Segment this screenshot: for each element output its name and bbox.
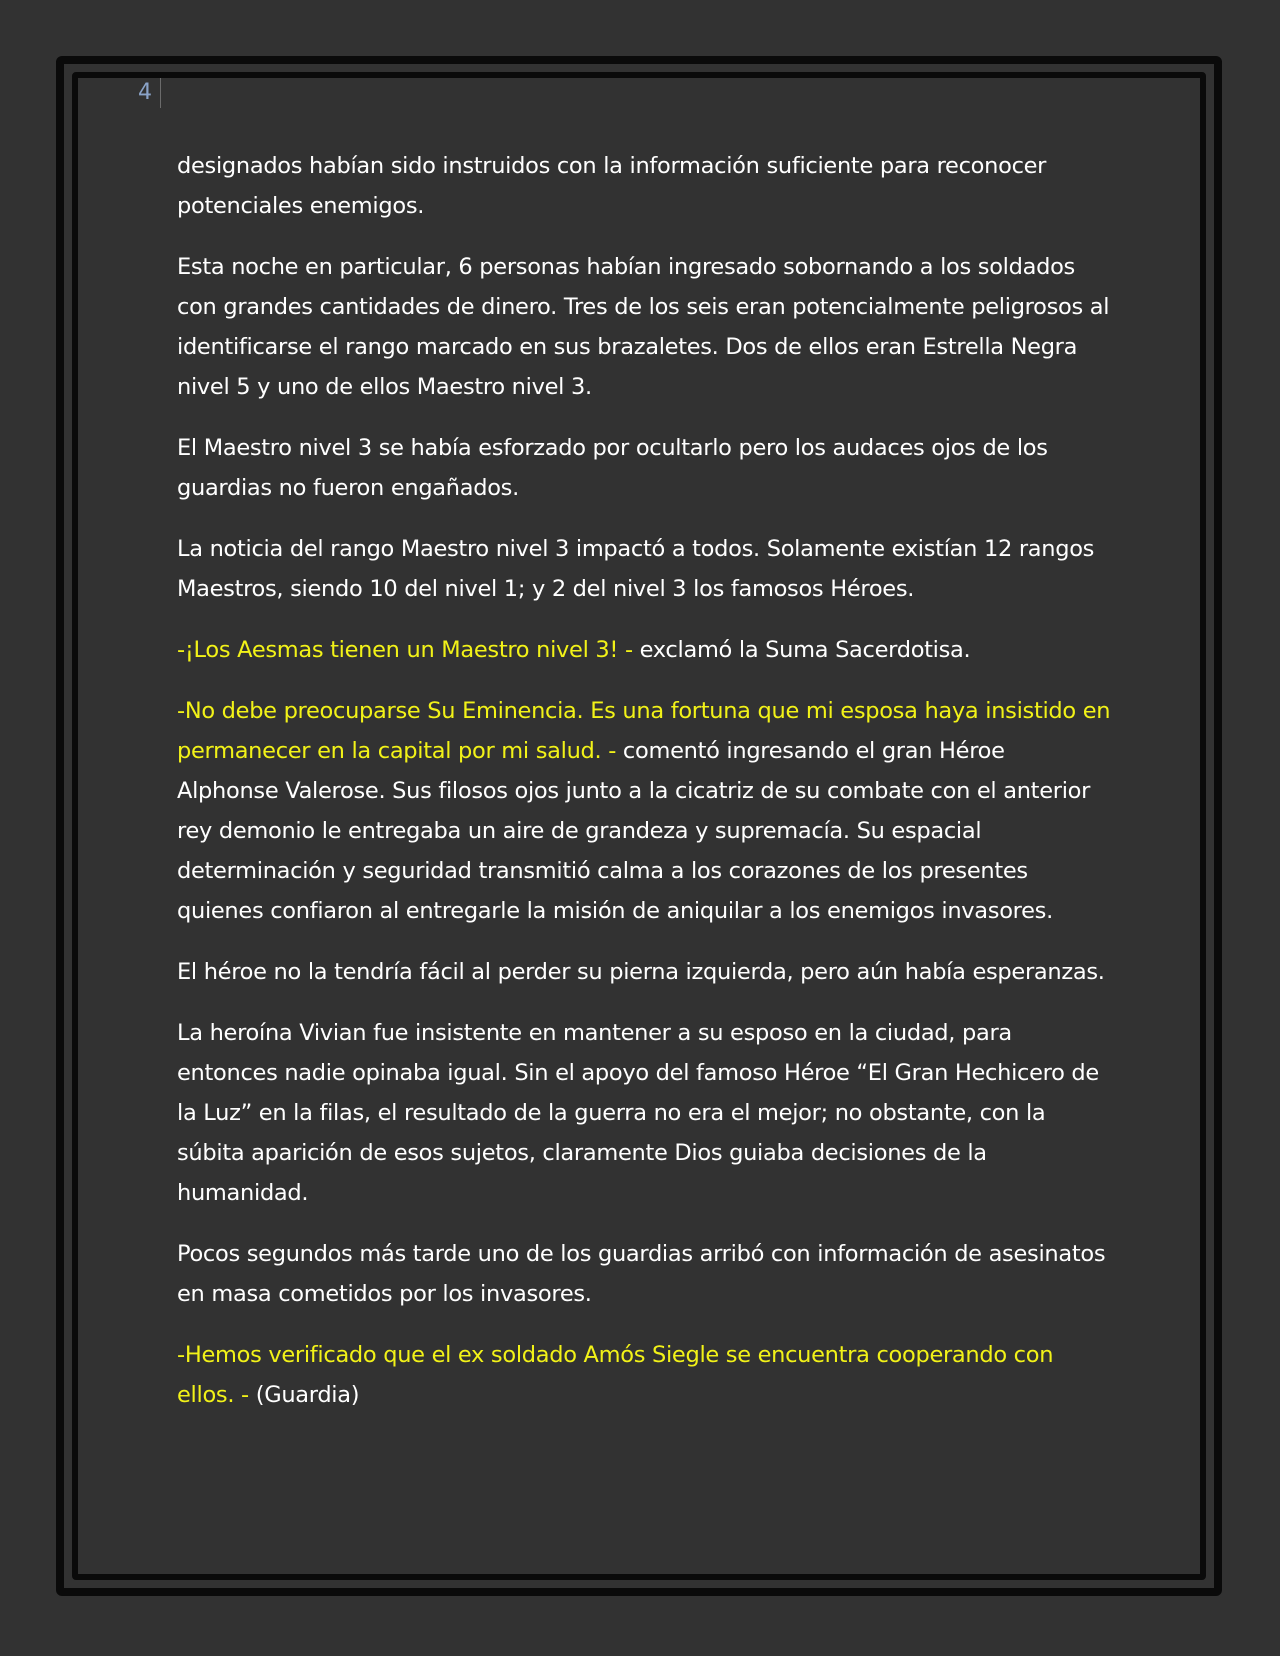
paragraph [177, 529, 1112, 609]
dialogue-text: -Hemos verificado que el ex soldado Amós Siegle se encuentra cooperando con ellos. - [177, 1342, 1054, 1408]
narration-text: comentó ingresando el gran Héroe Alphonse Valerose. Sus filosos ojos junto a la cicatriz de su combate con el anterior rey demonio le entregaba un aire de grandeza y supremacía. Su espacial determinación y seguridad transmitió calma a los corazones de los presentes quienes confiaron al entregarle la misión de aniquilar a los enemigos invasores. [177, 738, 1091, 924]
paragraph-text: designados habían sido instruidos con la información suficiente para reconocer potenciales enemigos. [177, 153, 1047, 219]
document-body [177, 146, 1112, 1436]
dialogue-paragraph [177, 691, 1112, 931]
paragraph [177, 146, 1112, 226]
paragraph-text: La noticia del rango Maestro nivel 3 impactó a todos. Solamente existían 12 rangos Maestros, siendo 10 del nivel 1; y 2 del nivel 3 los famosos Héroes. [177, 536, 1095, 602]
paragraph [177, 952, 1112, 992]
dialogue-text: -¡Los Aesmas tienen un Maestro nivel 3! - [177, 637, 633, 663]
paragraph [177, 247, 1112, 407]
paragraph [177, 428, 1112, 508]
dialogue-paragraph [177, 630, 1112, 670]
dialogue-paragraph [177, 1335, 1112, 1415]
paragraph-text: Esta noche en particular, 6 personas habían ingresado sobornando a los soldados con grandes cantidades de dinero. Tres de los seis eran potencialmente peligrosos al identificarse el rango marcado en sus brazaletes. Dos de ellos eran Estrella Negra nivel 5 y uno de ellos Maestro nivel 3. [177, 254, 1110, 400]
narration-text: (Guardia) [248, 1382, 360, 1408]
paragraph [177, 1013, 1112, 1213]
paragraph-text: El héroe no la tendría fácil al perder su pierna izquierda, pero aún había esperanzas. [177, 959, 1105, 985]
paragraph [177, 1234, 1112, 1314]
paragraph-text: La heroína Vivian fue insistente en mantener a su esposo en la ciudad, para entonces nadie opinaba igual. Sin el apoyo del famoso Héroe “El Gran Hechicero de la Luz” en la filas, el resultado de la guerra no era el mejor; no obstante, con la súbita aparición de esos sujetos, claramente Dios guiaba decisiones de la humanidad. [177, 1020, 1099, 1206]
page-number: 4 [138, 78, 161, 108]
paragraph-text: El Maestro nivel 3 se había esforzado por ocultarlo pero los audaces ojos de los guardias no fueron engañados. [177, 435, 1048, 501]
dialogue-text: -No debe preocuparse Su Eminencia. Es una fortuna que mi esposa haya insistido en permanecer en la capital por mi salud. - [177, 698, 1111, 764]
paragraph-text: Pocos segundos más tarde uno de los guardias arribó con información de asesinatos en masa cometidos por los invasores. [177, 1241, 1106, 1307]
narration-text: exclamó la Suma Sacerdotisa. [632, 637, 971, 663]
